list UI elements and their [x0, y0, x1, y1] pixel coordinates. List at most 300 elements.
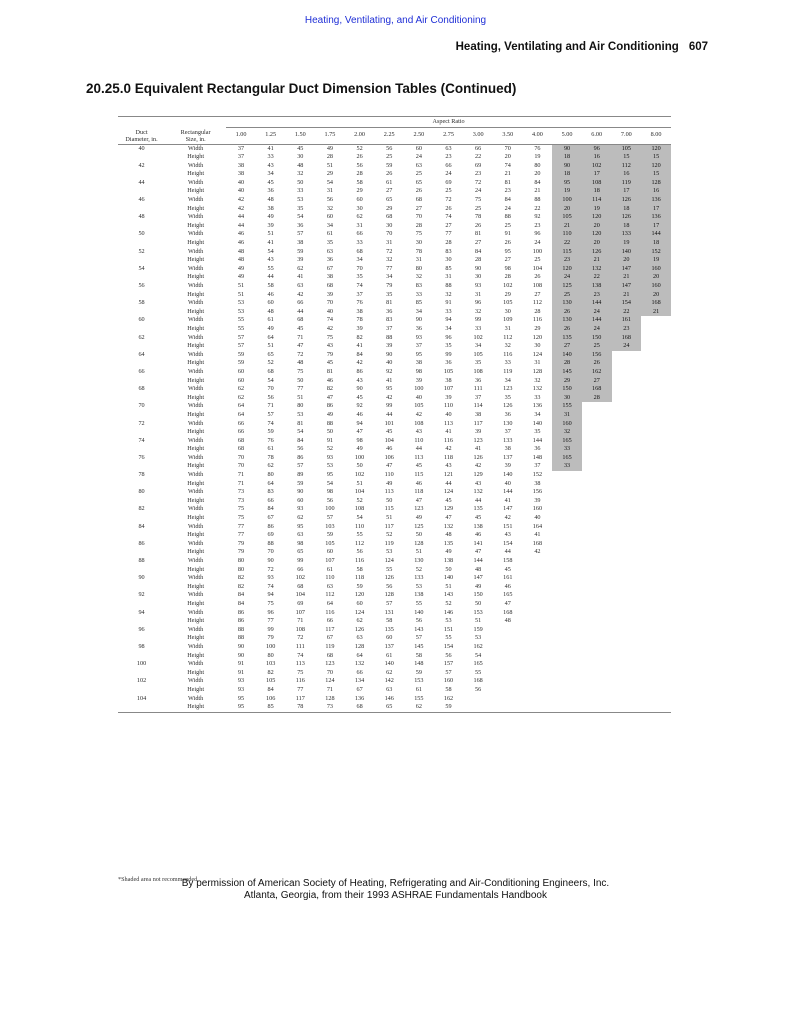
duct-diameter-cell: 70	[138, 402, 145, 410]
size-cell: 55	[415, 599, 422, 607]
size-cell: 66	[326, 617, 334, 625]
size-cell: 18	[552, 170, 582, 179]
size-cell: 26	[356, 153, 363, 161]
aspect-ratio-label: 7.00	[612, 128, 642, 145]
size-cell: 38	[475, 410, 482, 418]
size-cell	[552, 583, 582, 592]
table-row	[118, 660, 671, 669]
duct-dimension-table	[118, 116, 671, 713]
size-cell: 43	[356, 376, 363, 384]
size-cell: 41	[356, 342, 363, 350]
size-cell	[612, 402, 642, 411]
size-cell: 67	[267, 514, 274, 522]
size-cell	[552, 669, 582, 678]
size-cell: 62	[297, 514, 304, 522]
dimension-label: Width	[188, 505, 204, 513]
size-cell: 56	[475, 685, 482, 693]
size-cell	[612, 600, 642, 609]
size-cell: 19	[582, 205, 612, 214]
size-cell: 22	[552, 239, 582, 248]
size-cell: 110	[443, 402, 454, 410]
size-cell: 125	[414, 522, 424, 530]
size-cell: 85	[415, 299, 422, 307]
size-cell	[612, 480, 642, 489]
size-cell: 53	[237, 299, 245, 307]
size-cell: 44	[386, 410, 393, 418]
size-cell: 89	[297, 471, 304, 479]
duct-diameter-cell: 74	[138, 436, 145, 444]
duct-diameter-cell	[118, 514, 165, 523]
size-cell: 100	[354, 453, 365, 461]
size-cell: 65	[386, 196, 393, 204]
dimension-label: Width	[188, 282, 204, 289]
size-cell: 168	[503, 608, 513, 616]
size-cell	[641, 471, 671, 480]
size-cell: 48	[267, 307, 274, 315]
size-cell: 79	[386, 282, 393, 289]
size-cell: 150	[582, 334, 612, 343]
size-cell: 82	[356, 333, 363, 341]
size-cell	[552, 471, 582, 480]
table-row	[118, 377, 671, 386]
size-cell: 40	[445, 410, 452, 418]
size-cell: 32	[475, 307, 482, 315]
size-cell: 113	[295, 660, 305, 668]
header-row-aspect	[118, 117, 671, 128]
size-cell: 47	[504, 599, 511, 607]
table-row	[118, 686, 671, 695]
size-cell	[582, 609, 612, 618]
size-cell	[493, 643, 523, 652]
size-cell: 83	[267, 488, 274, 496]
size-cell	[523, 652, 553, 661]
size-cell: 160	[552, 420, 582, 429]
duct-diameter-cell	[118, 205, 165, 214]
size-cell: 61	[326, 230, 334, 238]
duct-diameter-cell: 54	[138, 264, 145, 272]
table-row	[118, 205, 671, 214]
dimension-label: Height	[187, 599, 205, 607]
size-cell: 42	[326, 324, 334, 332]
size-cell: 141	[473, 539, 483, 547]
size-cell: 30	[504, 307, 511, 315]
size-cell: 86	[297, 453, 304, 461]
size-cell: 76	[356, 299, 363, 307]
size-cell: 40	[326, 307, 334, 315]
size-cell: 52	[445, 599, 452, 607]
size-cell: 50	[297, 376, 304, 384]
size-cell: 54	[326, 479, 334, 487]
dimension-label: Width	[188, 402, 204, 410]
size-cell: 91	[237, 660, 245, 668]
size-cell: 112	[532, 299, 542, 307]
size-cell: 130	[552, 316, 582, 325]
size-cell	[582, 454, 612, 463]
size-cell	[612, 454, 642, 463]
size-cell: 35	[356, 273, 363, 281]
aspect-ratio-label: 1.00	[226, 128, 256, 145]
size-cell: 79	[267, 634, 274, 642]
size-cell	[641, 411, 671, 420]
size-cell: 148	[532, 453, 543, 461]
size-cell: 147	[612, 282, 642, 291]
size-cell	[582, 617, 612, 626]
size-cell: 131	[384, 608, 394, 616]
size-cell	[641, 583, 671, 592]
duct-diameter-cell: 90	[138, 574, 145, 582]
size-cell: 80	[415, 264, 422, 272]
size-cell: 93	[297, 505, 304, 513]
size-cell: 24	[582, 325, 612, 334]
size-cell: 160	[641, 265, 671, 274]
size-cell: 61	[326, 565, 334, 573]
size-cell: 57	[415, 634, 422, 642]
size-cell: 95	[297, 522, 304, 530]
size-cell: 31	[445, 273, 452, 281]
size-cell: 76	[267, 436, 274, 444]
table-row	[118, 557, 671, 566]
size-cell	[612, 428, 642, 437]
size-cell: 42	[445, 445, 452, 453]
size-cell: 16	[612, 170, 642, 179]
size-cell: 29	[534, 324, 541, 332]
size-cell: 61	[386, 651, 393, 659]
size-cell: 40	[386, 359, 393, 367]
size-cell: 68	[386, 213, 393, 221]
size-cell	[523, 677, 553, 686]
size-cell: 39	[445, 393, 452, 401]
size-cell	[523, 609, 553, 618]
size-cell: 59	[326, 531, 334, 539]
size-cell	[523, 660, 553, 669]
size-cell: 58	[267, 282, 274, 289]
size-cell: 27	[475, 239, 482, 247]
size-cell	[552, 488, 582, 497]
table-row	[118, 282, 671, 291]
section-title: 20.25.0 Equivalent Rectangular Duct Dimension Tables (Continued)	[86, 81, 517, 96]
size-cell: 37	[475, 393, 482, 401]
size-cell: 81	[386, 299, 393, 307]
size-cell: 36	[326, 256, 334, 264]
size-cell	[493, 634, 523, 643]
dimension-label: Height	[187, 668, 205, 676]
size-cell: 50	[356, 462, 363, 470]
size-cell: 92	[386, 367, 393, 375]
dimension-label: Width	[188, 333, 204, 341]
size-cell: 95	[386, 385, 393, 393]
size-cell: 93	[415, 333, 422, 341]
size-cell: 34	[504, 376, 511, 384]
size-cell: 77	[237, 531, 245, 539]
size-cell	[552, 634, 582, 643]
size-cell	[641, 695, 671, 704]
size-cell: 135	[443, 539, 454, 547]
size-cell: 119	[325, 642, 335, 650]
size-cell: 30	[534, 342, 541, 350]
size-cell: 92	[534, 213, 541, 221]
size-cell	[612, 445, 642, 454]
size-cell: 165	[473, 660, 483, 668]
running-head: Heating, Ventilating, and Air Conditioning	[304, 15, 487, 26]
size-cell	[612, 548, 642, 557]
table-row	[118, 574, 671, 583]
size-cell: 92	[356, 402, 363, 410]
dimension-label: Height	[187, 307, 205, 315]
size-cell: 118	[355, 574, 365, 582]
size-cell	[582, 652, 612, 661]
size-cell: 24	[552, 273, 582, 282]
size-cell: 151	[503, 522, 513, 530]
size-cell: 86	[267, 522, 274, 530]
dimension-label: Height	[187, 531, 205, 539]
size-cell: 143	[414, 625, 424, 633]
size-cell: 26	[552, 308, 582, 317]
size-cell: 40	[415, 393, 422, 401]
duct-diameter-cell: 92	[138, 591, 145, 599]
table-row	[118, 256, 671, 265]
duct-diameter-cell: 104	[136, 694, 147, 702]
duct-diameter-cell: 86	[138, 539, 145, 547]
size-cell: 102	[582, 162, 612, 171]
size-cell: 112	[325, 591, 335, 599]
size-cell: 65	[297, 548, 304, 556]
size-cell: 48	[297, 359, 304, 367]
page-header-title: Heating, Ventilating and Air Conditioning	[455, 41, 679, 53]
size-cell: 41	[297, 273, 304, 281]
size-cell: 116	[443, 436, 454, 444]
size-cell: 165	[503, 591, 513, 599]
dimension-label: Width	[188, 557, 204, 564]
size-cell: 37	[237, 144, 245, 152]
size-cell: 90	[267, 557, 274, 564]
size-cell: 57	[326, 514, 334, 522]
size-cell	[523, 643, 553, 652]
size-cell: 110	[325, 574, 335, 582]
size-cell: 63	[297, 531, 304, 539]
size-cell: 79	[237, 548, 245, 556]
size-cell: 63	[326, 582, 334, 590]
size-cell	[582, 411, 612, 420]
duct-diameter-cell	[118, 531, 165, 540]
size-cell: 83	[445, 247, 452, 255]
size-cell: 108	[532, 282, 543, 289]
size-cell: 67	[326, 264, 334, 272]
dimension-label: Height	[187, 514, 205, 522]
size-cell: 72	[297, 634, 304, 642]
table-row	[118, 248, 671, 257]
size-cell: 128	[414, 539, 424, 547]
table-row	[118, 617, 671, 626]
size-cell: 72	[386, 247, 393, 255]
size-cell: 112	[612, 162, 642, 171]
size-cell: 49	[267, 324, 274, 332]
size-cell	[641, 377, 671, 386]
size-cell	[641, 480, 671, 489]
duct-diameter-cell: 78	[138, 471, 145, 479]
size-cell: 74	[504, 161, 511, 169]
size-cell: 35	[475, 359, 482, 367]
size-cell: 95	[226, 703, 256, 712]
size-cell: 83	[386, 316, 393, 324]
size-cell: 56	[445, 651, 452, 659]
size-cell: 74	[267, 582, 274, 590]
size-cell: 70	[504, 144, 511, 152]
size-cell: 60	[237, 367, 245, 375]
size-cell: 135	[384, 625, 394, 633]
size-cell: 88	[534, 196, 541, 204]
size-cell: 50	[326, 428, 334, 436]
size-cell: 18	[612, 205, 642, 214]
size-cell: 148	[414, 660, 424, 668]
size-cell	[641, 342, 671, 351]
size-cell: 105	[612, 144, 642, 153]
duct-diameter-cell	[118, 153, 165, 162]
size-cell: 151	[443, 625, 454, 633]
dimension-label: Width	[188, 522, 204, 530]
size-cell: 88	[326, 419, 334, 427]
size-cell: 105	[473, 350, 483, 358]
size-cell: 39	[356, 324, 363, 332]
size-cell: 39	[386, 342, 393, 350]
size-cell: 19	[534, 153, 541, 161]
size-cell: 168	[473, 677, 483, 685]
dimension-label: Width	[188, 367, 204, 375]
size-cell: 70	[267, 385, 274, 393]
size-cell: 47	[297, 342, 304, 350]
size-cell: 22	[612, 308, 642, 317]
dimension-label: Height	[187, 479, 205, 487]
size-cell: 162	[582, 368, 612, 377]
size-cell	[582, 643, 612, 652]
size-cell: 96	[534, 230, 541, 238]
duct-diameter-cell	[118, 273, 165, 282]
size-cell: 51	[356, 479, 363, 487]
duct-diameter-cell: 76	[138, 453, 145, 461]
size-cell: 77	[386, 264, 393, 272]
duct-diameter-cell	[118, 187, 165, 196]
size-cell	[612, 669, 642, 678]
table-row	[118, 703, 671, 712]
size-cell: 38	[237, 170, 245, 178]
dimension-label: Width	[188, 144, 204, 152]
size-cell: 33	[415, 290, 422, 298]
size-cell: 128	[325, 694, 335, 702]
size-cell: 60	[297, 496, 304, 504]
size-cell: 77	[445, 230, 452, 238]
size-cell	[523, 574, 553, 583]
size-cell: 90	[552, 162, 582, 171]
dimension-label: Height	[187, 462, 205, 470]
size-cell: 42	[237, 196, 245, 204]
size-cell: 35	[534, 428, 541, 436]
duct-diameter-cell: 100	[136, 660, 147, 668]
size-cell: 117	[384, 522, 394, 530]
size-cell: 144	[641, 230, 671, 239]
dimension-label: Width	[188, 625, 204, 633]
size-cell: 26	[582, 359, 612, 368]
table-row	[118, 170, 671, 179]
table-row	[118, 609, 671, 618]
size-cell: 66	[297, 565, 304, 573]
size-cell: 20	[641, 291, 671, 300]
size-cell: 46	[415, 479, 422, 487]
size-cell: 144	[582, 316, 612, 325]
dimension-label: Width	[188, 419, 204, 427]
size-cell: 15	[641, 170, 671, 179]
size-cell: 23	[612, 325, 642, 334]
size-cell: 146	[384, 694, 394, 702]
size-cell: 114	[473, 402, 483, 410]
size-cell	[582, 574, 612, 583]
duct-diameter-cell	[118, 239, 165, 248]
table-footnote: *Shaded area not recommended.	[118, 876, 199, 883]
size-cell: 124	[384, 557, 394, 564]
size-cell: 65	[415, 178, 422, 186]
size-cell: 93	[237, 677, 245, 685]
size-cell: 64	[267, 479, 274, 487]
size-cell: 72	[267, 565, 274, 573]
size-cell: 104	[384, 436, 394, 444]
size-cell	[641, 600, 671, 609]
size-cell: 160	[443, 677, 454, 685]
size-cell: 66	[237, 428, 245, 436]
size-cell: 62	[297, 264, 304, 272]
size-cell: 102	[295, 574, 305, 582]
size-cell: 124	[532, 350, 543, 358]
table-row	[118, 695, 671, 704]
size-cell: 36	[415, 324, 422, 332]
size-cell: 41	[386, 376, 393, 384]
size-cell: 32	[386, 256, 393, 264]
dimension-label: Height	[187, 290, 205, 298]
size-cell: 99	[267, 625, 274, 633]
size-cell: 49	[237, 264, 245, 272]
size-cell: 57	[386, 599, 393, 607]
size-cell: 70	[386, 230, 393, 238]
size-cell: 67	[356, 685, 363, 693]
size-cell: 66	[356, 230, 363, 238]
size-cell	[641, 385, 671, 394]
size-cell	[523, 600, 553, 609]
size-cell: 157	[443, 660, 454, 668]
size-cell	[582, 523, 612, 532]
size-cell: 64	[326, 599, 334, 607]
size-cell: 60	[415, 144, 422, 152]
size-cell: 125	[552, 282, 582, 291]
size-cell: 120	[582, 230, 612, 239]
size-cell: 36	[297, 221, 304, 229]
dimension-label: Width	[188, 230, 204, 238]
aspect-ratio-label: 2.75	[434, 128, 464, 145]
size-cell: 49	[445, 548, 452, 556]
duct-diameter-cell	[118, 497, 165, 506]
size-cell: 25	[504, 221, 511, 229]
size-cell: 65	[374, 703, 404, 712]
size-cell	[582, 600, 612, 609]
size-cell: 21	[504, 170, 511, 178]
size-cell	[582, 514, 612, 523]
size-cell: 31	[534, 359, 541, 367]
duct-diameter-cell: 96	[138, 625, 145, 633]
size-cell	[612, 609, 642, 618]
size-cell: 135	[473, 505, 483, 513]
size-cell: 159	[473, 625, 483, 633]
page-number: 607	[688, 41, 708, 53]
size-cell: 108	[582, 179, 612, 188]
size-cell: 17	[641, 205, 671, 214]
size-cell	[641, 497, 671, 506]
size-cell: 35	[504, 393, 511, 401]
